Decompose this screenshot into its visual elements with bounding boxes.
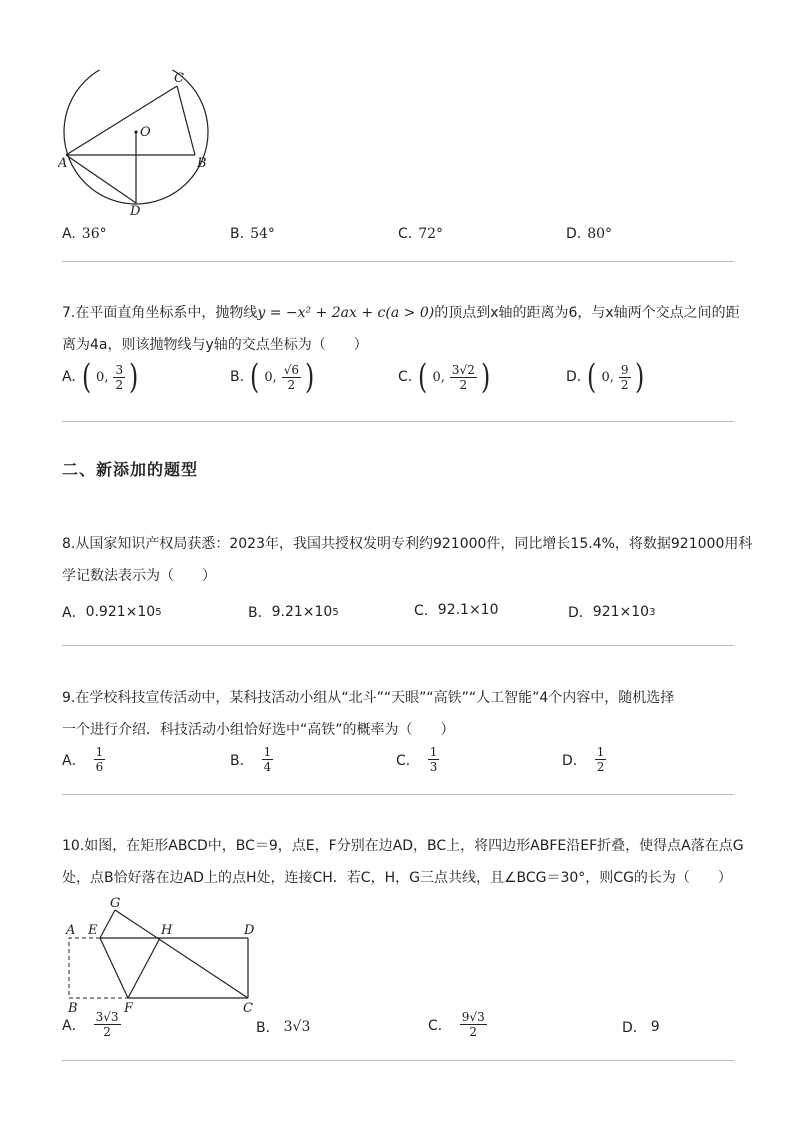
- q10-option-d[interactable]: [622, 1017, 660, 1037]
- q7-line-2: 离为4a，则该抛物线与y轴的交点坐标为（ ）: [62, 337, 368, 353]
- q8-option-b-exp: 5: [332, 606, 339, 618]
- q6-label-b: B: [197, 156, 207, 171]
- q7-option-d-letter: D.: [566, 369, 582, 385]
- q9-line-2: 一个进行介绍．科技活动小组恰好选中“高铁”的概率为（ ）: [62, 722, 455, 738]
- q10-label-h: H: [161, 923, 173, 938]
- q7-option-b-pre: 0,: [264, 369, 277, 385]
- q8-option-a-letter: A．: [62, 605, 86, 621]
- q6-option-b-value: 54°: [250, 226, 275, 242]
- q6-option-b[interactable]: [230, 226, 275, 242]
- q10-rectangle-figure: [60, 892, 270, 1012]
- q6-label-d: D: [130, 204, 141, 219]
- q10-option-a[interactable]: [62, 1010, 123, 1039]
- q10-line-eg: [100, 910, 115, 938]
- q7-suffix: 的顶点到x轴的距离为6，与x轴两个交点之间的距: [434, 305, 740, 321]
- q7-option-a-pre: 0,: [96, 369, 109, 385]
- q6-option-d-letter: D.: [566, 226, 582, 242]
- q6-label-o: O: [140, 125, 151, 140]
- q7-option-b-fraction: $\frac{√6}{2}$: [283, 362, 300, 392]
- q10-option-b-value: 3√3: [283, 1019, 311, 1035]
- q9-option-b[interactable]: [230, 745, 275, 774]
- q9-option-d[interactable]: [562, 745, 608, 774]
- q8-option-a[interactable]: [62, 602, 162, 622]
- section-2-title: 二、新添加的题型: [62, 460, 199, 479]
- q9-option-d-letter: D．: [562, 752, 587, 769]
- q9-option-a-letter: A．: [62, 752, 86, 769]
- q6-center-point: [134, 130, 137, 133]
- q8-option-d[interactable]: [568, 602, 655, 622]
- q7-option-a-fraction: $\frac{3}{2}$: [115, 362, 124, 392]
- q8-option-c-letter: C．: [414, 603, 438, 619]
- q8-option-b-base: 9.21×10: [271, 604, 333, 620]
- q9-option-d-fraction: $\frac{1}{2}$: [596, 745, 605, 774]
- q6-option-c-letter: C.: [398, 226, 413, 242]
- q6-option-a[interactable]: [62, 226, 107, 242]
- q6-circle-figure: [58, 70, 228, 220]
- q8-option-d-exp: 3: [649, 606, 656, 618]
- q6-option-a-letter: A.: [62, 226, 76, 242]
- q7-option-a-letter: A.: [62, 369, 76, 385]
- q6-option-c-value: 72°: [418, 226, 444, 242]
- q10-option-d-letter: D．: [622, 1020, 647, 1036]
- q8-option-d-base: 921×10: [592, 604, 650, 620]
- q10-line-2: 处，点B恰好落在边AD上的点H处，连接CH．若C，H，G三点共线，且∠BCG＝30°，则CG的长为（ ）: [62, 870, 732, 886]
- q8-line-2: 学记数法表示为（ ）: [62, 568, 216, 584]
- q9-option-b-letter: B．: [230, 752, 254, 769]
- q10-option-c-fraction: $\frac{9√3}{2}$: [461, 1010, 485, 1039]
- q7-option-d-pre: 0,: [601, 369, 614, 385]
- q6-option-d-value: 80°: [587, 226, 613, 242]
- q10-line-1: 10.如图，在矩形ABCD中，BC＝9，点E，F分别在边AD，BC上，将四边形ABFE沿EF折叠，使得点A落在点G: [62, 838, 744, 854]
- q10-option-c[interactable]: [428, 1010, 489, 1039]
- q10-line-hf: [128, 938, 160, 998]
- q10-dashed-abfe: [69, 938, 128, 998]
- q7-prefix: 7.在平面直角坐标系中，抛物线: [62, 305, 258, 321]
- q10-label-f: F: [124, 1001, 134, 1012]
- q6-line-cb: [177, 86, 195, 155]
- q7-option-c-letter: C.: [398, 369, 413, 385]
- q9-option-c-letter: C．: [396, 752, 420, 769]
- divider-1: [62, 261, 734, 262]
- q6-label-c: C: [174, 71, 184, 86]
- q9-option-a[interactable]: [62, 745, 107, 774]
- q7-option-b-letter: B.: [230, 369, 245, 385]
- divider-3: [62, 645, 734, 646]
- q6-label-a: A: [58, 156, 68, 171]
- q9-option-c[interactable]: [396, 745, 441, 774]
- q10-option-c-letter: C．: [428, 1017, 452, 1034]
- q10-option-a-letter: A．: [62, 1017, 86, 1034]
- q10-line-ef: [100, 938, 128, 998]
- q7-line-1: [62, 303, 740, 323]
- divider-4: [62, 794, 734, 795]
- q9-option-a-fraction: $\frac{1}{6}$: [95, 745, 104, 774]
- q9-option-b-fraction: $\frac{1}{4}$: [263, 745, 272, 774]
- q10-option-a-fraction: $\frac{3√3}{2}$: [95, 1010, 119, 1039]
- q7-option-b[interactable]: B. ( 0, $\frac{√6}{2}$ ): [230, 357, 315, 397]
- q8-option-a-exp: 5: [155, 606, 162, 618]
- q7-option-d-fraction: $\frac{9}{2}$: [620, 362, 629, 392]
- q9-line-1: 9.在学校科技宣传活动中，某科技活动小组从“北斗”“天眼”“高铁”“人工智能”4个内容中，随机选择: [62, 690, 675, 706]
- q7-option-a[interactable]: A. ( 0, $\frac{3}{2}$ ): [62, 357, 139, 397]
- q6-option-a-value: 36°: [81, 226, 107, 242]
- q10-option-b-letter: B．: [256, 1020, 280, 1036]
- q10-option-b[interactable]: [256, 1017, 310, 1037]
- q8-option-d-letter: D．: [568, 605, 593, 621]
- q7-formula: y = −x² + 2ax + c(a > 0): [257, 305, 435, 321]
- q8-option-b-letter: B．: [248, 605, 272, 621]
- q10-label-d: D: [244, 923, 255, 938]
- q7-option-c-pre: 0,: [432, 369, 445, 385]
- q7-option-c-fraction: $\frac{3√2}{2}$: [451, 362, 475, 392]
- q6-line-ac: [66, 86, 177, 155]
- q8-option-c[interactable]: [414, 600, 499, 620]
- q7-option-c[interactable]: C. ( 0, $\frac{3√2}{2}$ ): [398, 357, 491, 397]
- q10-label-b: B: [68, 1001, 78, 1012]
- q10-label-e: E: [88, 923, 98, 938]
- q8-option-a-base: 0.921×10: [85, 604, 156, 620]
- divider-2: [62, 421, 734, 422]
- q6-option-d[interactable]: [566, 226, 612, 242]
- q8-line-1: 8.从国家知识产权局获悉：2023年，我国共授权发明专利约921000件，同比增长15.4%，将数据921000用科: [62, 536, 753, 552]
- q10-label-g: G: [110, 896, 121, 911]
- q7-option-d[interactable]: D. ( 0, $\frac{9}{2}$ ): [566, 357, 644, 397]
- q8-option-b[interactable]: [248, 602, 339, 622]
- q9-option-c-fraction: $\frac{1}{3}$: [429, 745, 438, 774]
- q8-option-c-base: 92.1×10: [437, 602, 499, 618]
- divider-5: [62, 1060, 734, 1061]
- q10-option-d-value: 9: [650, 1019, 660, 1035]
- q6-line-ad: [66, 155, 136, 203]
- q6-option-b-letter: B.: [230, 226, 245, 242]
- q6-option-c[interactable]: [398, 226, 443, 242]
- q10-label-a: A: [66, 923, 76, 938]
- q10-label-c: C: [243, 1001, 253, 1012]
